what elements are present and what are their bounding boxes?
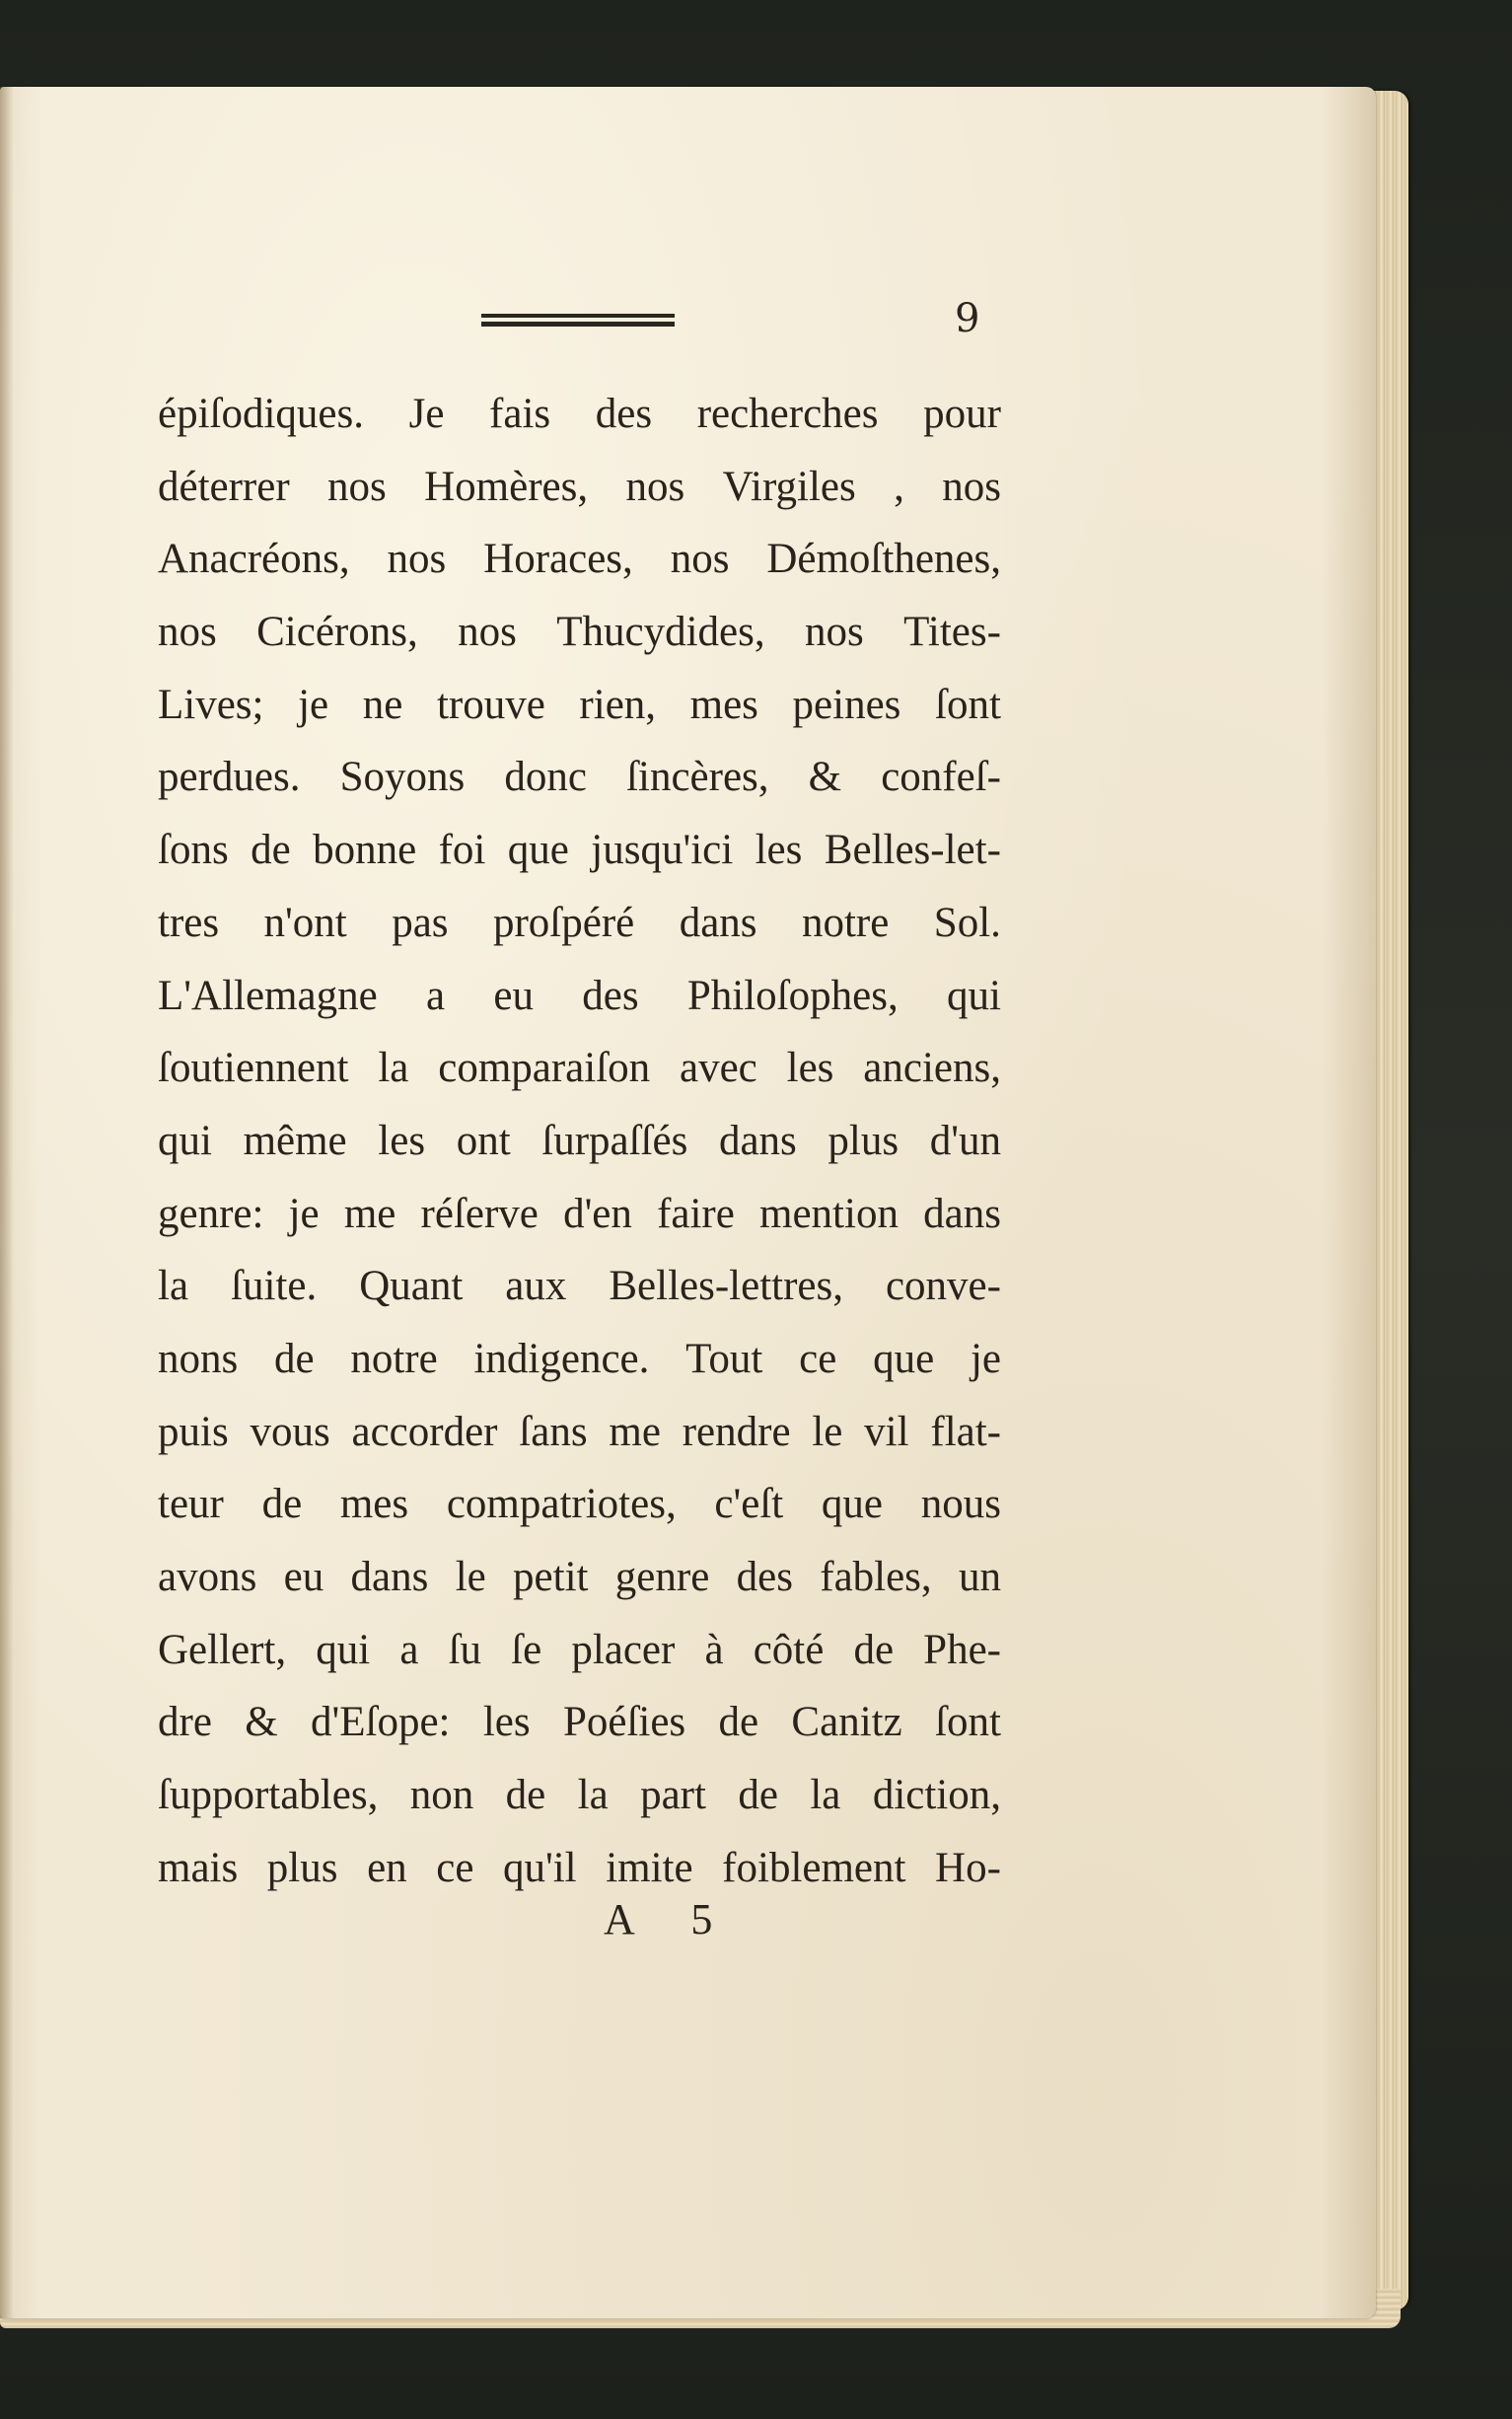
- word: rendre: [682, 1408, 791, 1455]
- word: de: [718, 1699, 759, 1746]
- word: plus: [828, 1117, 900, 1164]
- text-line: [158, 819, 1001, 892]
- word: en: [367, 1844, 407, 1891]
- word: même: [243, 1117, 347, 1164]
- word: Canitz: [791, 1699, 902, 1746]
- word: comparaiſon: [438, 1045, 651, 1092]
- word: donc: [504, 754, 587, 801]
- word: Anacréons,: [158, 536, 350, 583]
- word: de: [738, 1772, 778, 1819]
- word: Poéſies: [562, 1699, 686, 1746]
- word: bonne: [313, 827, 417, 874]
- word: ſurpaſſés: [541, 1117, 688, 1164]
- word: rien,: [579, 681, 657, 728]
- word: la: [810, 1772, 841, 1819]
- word: dans: [718, 1117, 797, 1164]
- text-line: [158, 1837, 1001, 1910]
- word: notre: [350, 1335, 438, 1382]
- word: mes: [689, 681, 758, 728]
- word: Philoſophes,: [686, 972, 899, 1019]
- word: de: [261, 1481, 303, 1528]
- word: aux: [505, 1263, 567, 1310]
- word: nos: [327, 463, 387, 510]
- word: qu'il: [502, 1844, 577, 1891]
- word: notre: [801, 899, 890, 946]
- word: les: [786, 1045, 834, 1092]
- word: genre:: [158, 1190, 264, 1237]
- word: dre: [158, 1699, 212, 1746]
- word: que: [873, 1335, 935, 1382]
- word: nos: [805, 609, 864, 656]
- word: vous: [250, 1408, 330, 1455]
- word: Virgiles: [722, 463, 856, 510]
- gutter-shadow: [0, 87, 14, 2318]
- word: de: [853, 1626, 895, 1673]
- word: de: [274, 1335, 315, 1382]
- word: vil: [864, 1408, 909, 1455]
- word: eu: [283, 1554, 324, 1600]
- word: puis: [158, 1408, 229, 1455]
- word: me: [343, 1190, 396, 1237]
- word: ſont: [935, 1699, 1001, 1746]
- word: des: [736, 1554, 793, 1600]
- word: petit: [513, 1554, 589, 1600]
- word: Ho-: [935, 1844, 1001, 1891]
- word: diction,: [872, 1772, 1001, 1819]
- word: avons: [158, 1554, 257, 1600]
- word: que: [821, 1481, 884, 1528]
- word: Tites-: [903, 609, 1001, 656]
- word: a: [399, 1626, 419, 1673]
- text-line: [158, 892, 1001, 965]
- word: nos: [158, 609, 217, 656]
- word: Gellert,: [158, 1626, 287, 1673]
- word: genre: [614, 1554, 710, 1600]
- word: &: [245, 1699, 278, 1746]
- word: les: [378, 1117, 426, 1164]
- word: mes: [339, 1481, 409, 1528]
- word: réſerve: [420, 1190, 539, 1237]
- word: Je: [408, 391, 445, 437]
- word: Thucydides,: [556, 609, 765, 656]
- word: des: [582, 972, 639, 1019]
- word: la: [378, 1045, 409, 1092]
- word: Cicérons,: [256, 609, 418, 656]
- word: n'ont: [263, 899, 347, 946]
- word: recherches: [696, 391, 879, 437]
- word: mais: [158, 1844, 239, 1891]
- word: Sol.: [933, 899, 1001, 946]
- word: nons: [158, 1335, 239, 1382]
- word: &: [808, 754, 842, 801]
- word: dans: [923, 1190, 1001, 1237]
- word: non: [409, 1772, 474, 1819]
- word: je: [298, 681, 329, 728]
- word: trouve: [436, 681, 545, 728]
- word: le: [812, 1408, 843, 1455]
- word: un: [958, 1554, 1001, 1600]
- word: jusqu'ici: [591, 827, 734, 874]
- word: ſuite.: [231, 1263, 318, 1310]
- word: Belles-let-: [824, 827, 1001, 874]
- word: d'un: [929, 1117, 1001, 1164]
- word: de: [251, 827, 291, 874]
- text-line: [158, 1473, 1001, 1546]
- word: à: [704, 1626, 724, 1673]
- word: eu: [493, 972, 534, 1019]
- word: conve-: [885, 1263, 1001, 1310]
- word: je: [970, 1335, 1001, 1382]
- word: Démoſthenes,: [766, 536, 1001, 583]
- word: épiſodiques.: [158, 391, 364, 437]
- word: faire: [657, 1190, 735, 1237]
- word: fables,: [820, 1554, 932, 1600]
- word: la: [577, 1772, 609, 1819]
- word: compatriotes,: [446, 1481, 677, 1528]
- word: Soyons: [339, 754, 466, 801]
- word: Tout: [685, 1335, 763, 1382]
- word: la: [158, 1263, 189, 1310]
- word: de: [505, 1772, 546, 1819]
- header-rule-line-2: [481, 322, 675, 327]
- word: avec: [680, 1045, 757, 1092]
- text-line: [158, 1183, 1001, 1256]
- word: L'Allemagne: [158, 972, 378, 1019]
- word: placer: [571, 1626, 676, 1673]
- word: flat-: [930, 1408, 1001, 1455]
- word: qui: [158, 1117, 212, 1164]
- word: ſe: [511, 1626, 542, 1673]
- word: d'en: [563, 1190, 632, 1237]
- word: qui: [947, 972, 1001, 1019]
- word: Lives;: [158, 681, 264, 728]
- word: proſpéré: [492, 899, 635, 946]
- word: ſans: [519, 1408, 588, 1455]
- word: des: [595, 391, 653, 437]
- word: déterrer: [158, 463, 290, 510]
- word: nos: [670, 536, 730, 583]
- word: accorder: [351, 1408, 498, 1455]
- word: teur: [158, 1481, 224, 1528]
- word: Belles-lettres,: [609, 1263, 843, 1310]
- text-line: [158, 1546, 1001, 1619]
- word: ce: [436, 1844, 474, 1891]
- word: c'eſt: [714, 1481, 784, 1528]
- text-line: [158, 674, 1001, 747]
- word: ſons: [158, 827, 229, 874]
- word: le: [455, 1554, 486, 1600]
- word: Quant: [359, 1263, 464, 1310]
- word: dans: [350, 1554, 429, 1600]
- word: ſoutiennent: [158, 1045, 349, 1092]
- word: peines: [792, 681, 901, 728]
- text-line: [158, 1110, 1001, 1183]
- word: mention: [759, 1190, 899, 1237]
- word: imite: [606, 1844, 693, 1891]
- word: côté: [753, 1626, 825, 1673]
- word: Homères,: [424, 463, 589, 510]
- word: pas: [392, 899, 449, 946]
- word: ce: [799, 1335, 837, 1382]
- text-line: [158, 1691, 1001, 1764]
- word: ſont: [935, 681, 1001, 728]
- text-line: [158, 1401, 1001, 1474]
- word: les: [482, 1699, 531, 1746]
- word: que: [507, 827, 569, 874]
- word: foiblement: [722, 1844, 906, 1891]
- word: pour: [923, 391, 1001, 437]
- text-line: [158, 746, 1001, 819]
- word: indigence.: [473, 1335, 650, 1382]
- word: plus: [266, 1844, 338, 1891]
- word: ſu: [448, 1626, 482, 1673]
- text-line: [158, 965, 1001, 1038]
- header-rule: [481, 314, 675, 328]
- signature-mark: A 5: [604, 1895, 737, 1943]
- body-text: [158, 383, 1001, 1909]
- word: nos: [387, 536, 447, 583]
- text-line: [158, 456, 1001, 529]
- word: je: [288, 1190, 320, 1237]
- word: tres: [158, 899, 220, 946]
- word: nos: [942, 463, 1001, 510]
- header-rule-line-1: [481, 314, 675, 318]
- page-number: 9: [955, 296, 980, 341]
- text-line: [158, 1328, 1001, 1401]
- word: les: [755, 827, 803, 874]
- word: ont: [456, 1117, 511, 1164]
- word: anciens,: [863, 1045, 1001, 1092]
- text-line: [158, 1619, 1001, 1692]
- word: fais: [489, 391, 551, 437]
- word: nos: [458, 609, 517, 656]
- word: ne: [362, 681, 403, 728]
- word: nos: [625, 463, 685, 510]
- word: nous: [920, 1481, 1001, 1528]
- word: me: [609, 1408, 661, 1455]
- word: qui: [316, 1626, 371, 1673]
- word: Phe-: [923, 1626, 1001, 1673]
- text-line: [158, 601, 1001, 674]
- word: part: [640, 1772, 706, 1819]
- word: ſupportables,: [158, 1772, 379, 1819]
- word: confeſ-: [881, 754, 1001, 801]
- text-line: [158, 1255, 1001, 1328]
- word: Horaces,: [483, 536, 633, 583]
- word: a: [425, 972, 446, 1019]
- word: foi: [438, 827, 486, 874]
- word: ,: [894, 463, 904, 510]
- word: ſincères,: [626, 754, 769, 801]
- text-line: [158, 1037, 1001, 1110]
- text-line: [158, 528, 1001, 601]
- text-line: [158, 383, 1001, 456]
- word: d'Eſope:: [311, 1699, 451, 1746]
- word: perdues.: [158, 754, 301, 801]
- text-line: [158, 1764, 1001, 1837]
- word: dans: [679, 899, 757, 946]
